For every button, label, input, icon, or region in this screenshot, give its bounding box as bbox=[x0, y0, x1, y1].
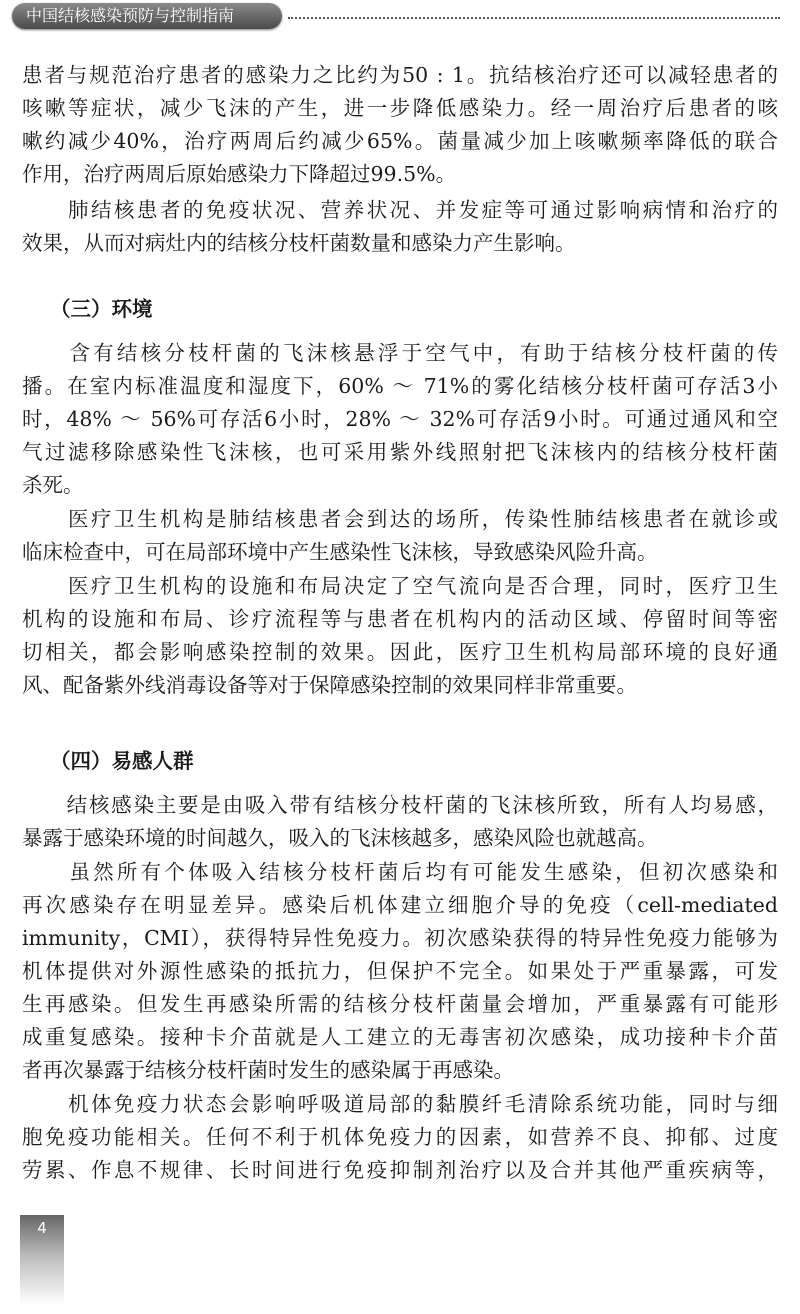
paragraph-line: 劳累、作息不规律、长时间进行免疫抑制剂治疗以及合并其他严重疾病等， bbox=[22, 1158, 778, 1182]
paragraph-line: 成重复感染。接种卡介苗就是人工建立的无毒害初次感染，成功接种卡介苗 bbox=[22, 1025, 778, 1049]
paragraph-line: 生再感染。但发生再感染所需的结核分枝杆菌量会增加，严重暴露有可能形 bbox=[22, 992, 778, 1016]
paragraph-line: 嗽约减少40%，治疗两周后约减少65%。菌量减少加上咳嗽频率降低的联合 bbox=[22, 129, 778, 153]
paragraph-line: 临床检查中，可在局部环境中产生感染性飞沫核，导致感染风险升高。 bbox=[22, 540, 658, 564]
section-heading: （三）环境 bbox=[50, 297, 153, 321]
paragraph-line: 播。在室内标准温度和湿度下，60% ～ 71%的雾化结核分枝杆菌可存活3小 bbox=[22, 374, 778, 398]
header-dotted-rule bbox=[288, 17, 780, 19]
paragraph-line: 结核感染主要是由吸入带有结核分枝杆菌的飞沫核所致，所有人均易感， bbox=[22, 793, 778, 817]
paragraph-line: 机构的设施和布局、诊疗流程等与患者在机构内的活动区域、停留时间等密 bbox=[22, 607, 778, 631]
paragraph-line: 者再次暴露于结核分枝杆菌时发生的感染属于再感染。 bbox=[22, 1058, 514, 1082]
paragraph-line: 胞免疫功能相关。任何不利于机体免疫力的因素，如营养不良、抑郁、过度 bbox=[22, 1125, 778, 1149]
paragraph-line: 机体提供对外源性感染的抵抗力，但保护不完全。如果处于严重暴露，可发 bbox=[22, 959, 778, 983]
paragraph-line: 医疗卫生机构的设施和布局决定了空气流向是否合理，同时，医疗卫生 bbox=[22, 574, 778, 598]
running-header: 中国结核感染预防与控制指南 bbox=[12, 3, 282, 29]
paragraph-line: 气过滤移除感染性飞沫核，也可采用紫外线照射把飞沫核内的结核分枝杆菌 bbox=[22, 440, 778, 464]
paragraph-line: 咳嗽等症状，减少飞沫的产生，进一步降低感染力。经一周治疗后患者的咳 bbox=[22, 96, 778, 120]
paragraph-line: 切相关，都会影响感染控制的效果。因此，医疗卫生机构局部环境的良好通 bbox=[22, 640, 778, 664]
page-number: 4 bbox=[20, 1215, 64, 1305]
paragraph-line: 效果，从而对病灶内的结核分枝杆菌数量和感染力产生影响。 bbox=[22, 231, 576, 255]
paragraph-line: immunity，CMI），获得特异性免疫力。初次感染获得的特异性免疫力能够为 bbox=[22, 926, 778, 950]
paragraph-line: 患者与规范治疗患者的感染力之比约为50 : 1。抗结核治疗还可以减轻患者的 bbox=[22, 63, 778, 87]
paragraph-line: 再次感染存在明显差异。感染后机体建立细胞介导的免疫（cell-mediated bbox=[22, 893, 778, 917]
paragraph-line: 医疗卫生机构是肺结核患者会到达的场所，传染性肺结核患者在就诊或 bbox=[22, 507, 778, 531]
paragraph-line: 时，48% ～ 56%可存活6小时，28% ～ 32%可存活9小时。可通过通风和空 bbox=[22, 407, 778, 431]
paragraph-line: 暴露于感染环境的时间越久，吸入的飞沫核越多，感染风险也就越高。 bbox=[22, 826, 658, 850]
section-heading: （四）易感人群 bbox=[50, 749, 194, 773]
paragraph-line: 肺结核患者的免疫状况、营养状况、并发症等可通过影响病情和治疗的 bbox=[22, 198, 778, 222]
paragraph-line: 虽然所有个体吸入结核分枝杆菌后均有可能发生感染，但初次感染和 bbox=[22, 860, 778, 884]
paragraph-line: 作用，治疗两周后原始感染力下降超过99.5%。 bbox=[22, 162, 457, 186]
paragraph-line: 杀死。 bbox=[22, 473, 84, 497]
paragraph-line: 含有结核分枝杆菌的飞沫核悬浮于空气中，有助于结核分枝杆菌的传 bbox=[22, 341, 778, 365]
paragraph-line: 风、配备紫外线消毒设备等对于保障感染控制的效果同样非常重要。 bbox=[22, 673, 637, 697]
paragraph-line: 机体免疫力状态会影响呼吸道局部的黏膜纤毛清除系统功能，同时与细 bbox=[22, 1092, 778, 1116]
